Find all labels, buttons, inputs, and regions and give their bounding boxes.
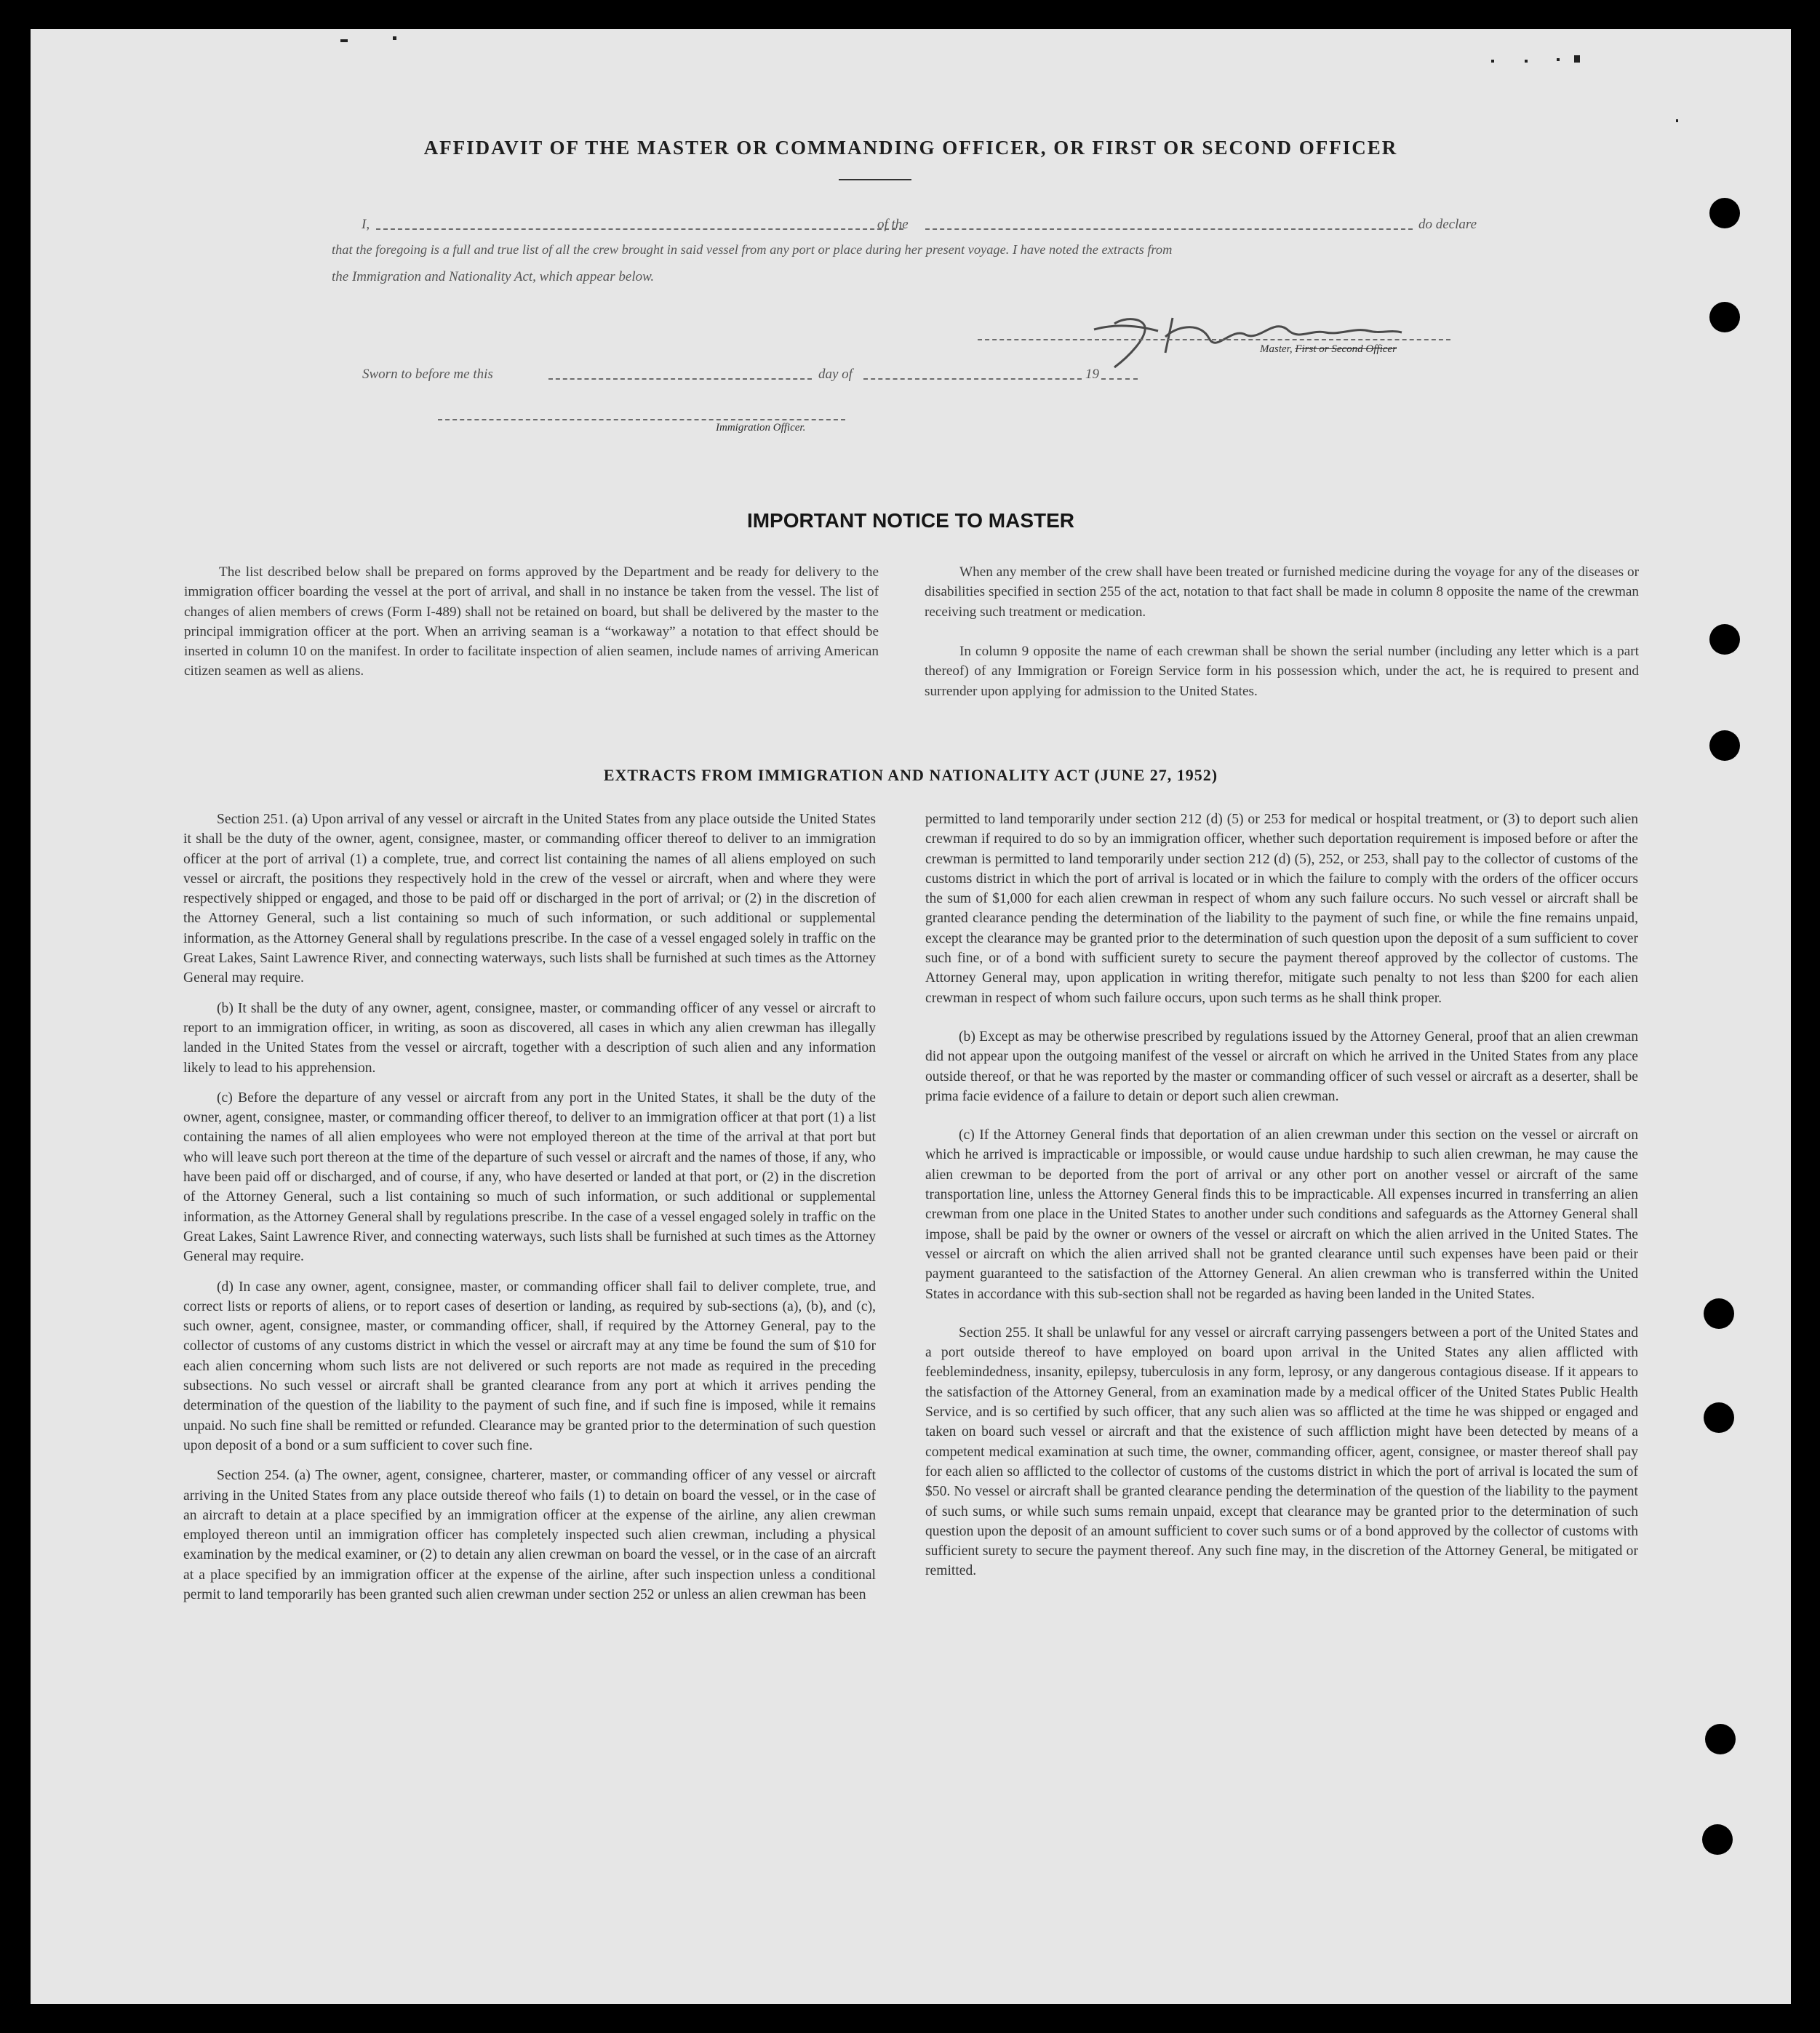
- punch-hole: [1709, 624, 1740, 655]
- extracts-right-column: [925, 810, 1638, 1591]
- scan-speck: [1574, 55, 1580, 63]
- notice-right-paragraph-2: In column 9 opposite the name of each crewman shall be shown the serial number (including any letter which is a part thereof) of any Immigration or Foreign Service form in his possession which, under the act, he is required to present and surrender upon applying for admission to the United States.: [925, 644, 1639, 699]
- punch-hole: [1704, 1402, 1734, 1433]
- punch-hole: [1709, 302, 1740, 332]
- declaration-line-2: that the foregoing is a full and true list of all the crew brought in said vessel from any port or place during her present voyage. I have noted the extracts from: [332, 242, 1173, 257]
- notice-title: IMPORTANT NOTICE TO MASTER: [746, 509, 1075, 532]
- do-declare-label: do declare: [1418, 217, 1477, 232]
- vessel-blank: [925, 228, 1413, 230]
- declaration-i-label: I,: [362, 217, 370, 232]
- sworn-label: Sworn to before me this: [362, 367, 493, 382]
- document-page: [31, 29, 1791, 2004]
- scan-speck: [1491, 60, 1494, 63]
- section-254-c: (c) If the Attorney General finds that deportation of an alien crewman under this section on the vessel or aircraft on which he arrived is impracticable or impossible, or would cause undue hardship to such alien crewman, he may cause the alien crewman to be deported from the port of arrival or any other port on another vessel or aircraft of the same transportation line, unless the Attorney General finds this to be impracticable. All expenses incurred in transferring an alien crewman from one place in the United States to another under such conditions and safeguards as the Attorney General shall impose, shall be paid by the owner or owners of the vessel or aircraft on which the alien arrived in the United States. The vessel or aircraft on which the alien arrived shall not be granted clearance until such expenses have been paid or their payment guaranteed to the satisfaction of the Attorney General. An alien crewman who is transferred within the United States in accordance with this sub-section shall not be regarded as having been landed in the United States.: [925, 1127, 1638, 1302]
- scan-speck: [340, 39, 348, 42]
- name-blank: [376, 228, 903, 230]
- punch-hole: [1704, 1298, 1734, 1329]
- section-251-d: (d) In case any owner, agent, consignee, master, or commanding officer shall fail to deliver complete, true, and correct lists or reports of aliens, or to report cases of desertion or landing, as required by sub-sections (a), (b), and (c), such owner, agent, consignee, master, or commanding officer, shall, if required by the Attorney General, pay to the collector of customs of any customs district in which the vessel or aircraft may at any time be found the sum of $10 for each alien concerning whom such lists are not delivered or such reports are not made as required in the preceding subsections. No such vessel or aircraft shall be granted clearance from any port at which it arrives pending the determination of the question of the liability to the payment of such fine, and if such fine is imposed, while it remains unpaid. No such fine shall be remitted or refunded. Clearance may be granted prior to the determination of such question upon deposit of a bond or a sum sufficient to cover such fine.: [183, 1279, 876, 1453]
- master-signature: [1093, 295, 1471, 375]
- declaration-line-3: the Immigration and Nationality Act, which appear below.: [332, 269, 655, 284]
- month-blank: [863, 378, 1082, 380]
- master-caption: Master, First or Second Officer: [1260, 343, 1397, 355]
- year-label: 19: [1085, 367, 1099, 382]
- section-254-a-continued: permitted to land temporarily under section 212 (d) (5) or 253 for medical or hospital treatment, or (3) to deport such alien crewman if required to do so by an immigration officer, whether such deportation requirement is imposed before or after the crewman is permitted to land temporarily under section 212 (d) (5), 252, or 253, shall pay to the collector of customs of the customs district in which the port of arrival is located or in which the failure to comply with the orders of the officer occurs the sum of $1,000 for each alien crewman in respect of whom any such failure occurs. No such vessel or aircraft shall be granted clearance pending the determination of the liability to the payment of such fine, or while the fine remains unpaid, except the clearance may be granted prior to the determination of such question upon the deposit of a sum sufficient to cover such fine, or of a bond with sufficient surety to secure the payment thereof approved by the collector of customs. The Attorney General may, upon application in writing therefor, mitigate such penalty to not less than $200 for each alien crewman in respect of whom such failure occurs, upon such terms as he shall think proper.: [925, 812, 1638, 1006]
- section-254-b: (b) Except as may be otherwise prescribed by regulations issued by the Attorney General, proof that an alien crewman did not appear upon the outgoing manifest of the vessel or aircraft on which he arrived in the United States from any place outside thereof, or that he was reported by the master or commanding officer of such vessel or aircraft as a deserter, shall be prima facie evidence of a failure to detain or deport such alien crewman.: [925, 1029, 1638, 1104]
- of-the-label: of the: [877, 217, 909, 232]
- affidavit-title: AFFIDAVIT OF THE MASTER OR COMMANDING OFFICER, OR FIRST OR SECOND OFFICER: [423, 137, 1398, 159]
- struck-officer-caption: First or Second Officer: [1295, 343, 1397, 355]
- punch-hole: [1705, 1724, 1736, 1754]
- notice-left-paragraph: The list described below shall be prepared on forms approved by the Department and be ready for delivery to the immigration officer boarding the vessel at the port of arrival, and shall in no instance be taken from the vessel. The list of changes of alien members of crews (Form I-489) shall not be retained on board, but shall be delivered by the master to the principal immigration officer at the port. When an arriving seaman is a “workaway” a notation to that effect should be inserted in column 10 on the manifest. In order to facilitate inspection of alien seamen, include names of arriving American citizen seamen as well as aliens.: [184, 564, 879, 679]
- immigration-officer-caption: Immigration Officer.: [716, 422, 806, 434]
- scan-speck: [1525, 60, 1528, 63]
- section-251-a: Section 251. (a) Upon arrival of any vessel or aircraft in the United States from any place outside the United States it shall be the duty of the owner, agent, consignee, master, or commanding officer thereof to deliver to an immigration officer at the port of arrival (1) a complete, true, and correct list containing the names of all aliens employed on such vessel or aircraft, the positions they respectively hold in the crew of the vessel or aircraft, when and where they were respectively shipped or engaged, and those to be paid off or discharged in the port of arrival; or (2) in the discretion of the Attorney General, such a list containing so much of such information, or such additional or supplemental information, as the Attorney General shall by regulations prescribe. In the case of a vessel engaged solely in traffic on the Great Lakes, Saint Lawrence River, and connecting waterways, such lists shall be furnished at such times as the Attorney General may require.: [183, 812, 876, 986]
- notice-right-paragraph-1: When any member of the crew shall have been treated or furnished medicine during the voyage for any of the diseases or disabilities specified in section 255 of the act, notation to that fact shall be made in column 8 opposite the name of the crewman receiving such treatment or medication.: [925, 564, 1639, 620]
- scan-speck: [1676, 119, 1678, 122]
- section-254-a: Section 254. (a) The owner, agent, consignee, charterer, master, or commanding officer of any vessel or aircraft arriving in the United States from any place outside thereof who fails (1) to detain on board the vessel, or in the case of an aircraft to detain at a place specified by an immigration officer at the expense of the airline, any alien crewman employed thereon until an immigration officer has completely inspected such alien crewman, including a physical examination by the medical examiner, or (2) to detain any alien crewman on board the vessel, or in the case of an aircraft at a place specified by an immigration officer at the expense of the airline, after such inspection unless a conditional permit to land temporarily has been granted such alien crewman under section 252 or unless an alien crewman has been: [183, 1468, 876, 1602]
- scan-speck: [393, 36, 396, 40]
- officer-signature-line: [438, 419, 845, 420]
- punch-hole: [1702, 1824, 1733, 1855]
- title-rule: [839, 179, 911, 180]
- section-255: Section 255. It shall be unlawful for any vessel or aircraft carrying passengers between a port of the United States and a port outside thereof to have employed on board upon arrival in the United States any alien afflicted with feeblemindedness, insanity, epilepsy, tuberculosis in any form, leprosy, or any dangerous contagious disease. If it appears to the satisfaction of the Attorney General, from an examination made by a medical officer of the United States Public Health Service, and is so certified by such officer, that any such alien was so afflicted at the time he was shipped or engaged and taken on board such vessel or aircraft and that the existence of such affliction might have been detected by means of a competent medical examination at such time, the owner, commanding officer, agent, consignee, or master thereof shall pay for each alien so afflicted to the collector of customs of the customs district in which the port of arrival is located the sum of $50. No vessel or aircraft shall be granted clearance pending the determination of the question of the liability to the payment of such sums, or while such sums remain unpaid, except that clearance may be granted prior to the determination of such question upon the deposit of an amount sufficient to cover such sums or of a bond approved by the collector of customs with sufficient surety to secure the payment thereof. Any such fine may, in the discretion of the Attorney General, be mitigated or remitted.: [925, 1325, 1638, 1579]
- section-251-b: (b) It shall be the duty of any owner, agent, consignee, master, or commanding officer of any vessel or aircraft to report to an immigration officer, in writing, as soon as discovered, all cases in which any alien crewman has illegally landed in the United States from the vessel or aircraft, together with a description of such alien and any information likely to lead to his apprehension.: [183, 1000, 876, 1076]
- day-blank: [548, 378, 812, 380]
- extracts-title: EXTRACTS FROM IMMIGRATION AND NATIONALITY ACT (JUNE 27, 1952): [603, 766, 1218, 784]
- signature-line: [978, 339, 1450, 340]
- section-251-c: (c) Before the departure of any vessel or aircraft from any port in the United States, it shall be the duty of the owner, agent, consignee, master, or commanding officer thereof, to deliver to an immigration officer at that port (1) a list containing the names of all alien employees who were not employed thereon at the time of the arrival at that port but who will leave such port thereon at the time of the departure of such vessel or aircraft and the names of those, if any, who have been paid off or discharged, and of course, if any, who have deserted or landed at that port, or (2) in the discretion of the Attorney General, such a list containing so much of such information, or such additional or supplemental information, as the Attorney General shall by regulations prescribe. In the case of a vessel engaged solely in traffic on the Great Lakes, Saint Lawrence River, and connecting waterways, such lists shall be furnished at such times as the Attorney General may require.: [183, 1090, 876, 1265]
- punch-hole: [1709, 730, 1740, 761]
- extracts-left-column: [183, 810, 876, 1615]
- punch-hole: [1709, 198, 1740, 228]
- day-of-label: day of: [818, 367, 853, 382]
- year-blank: [1101, 378, 1138, 380]
- scan-speck: [1557, 58, 1560, 61]
